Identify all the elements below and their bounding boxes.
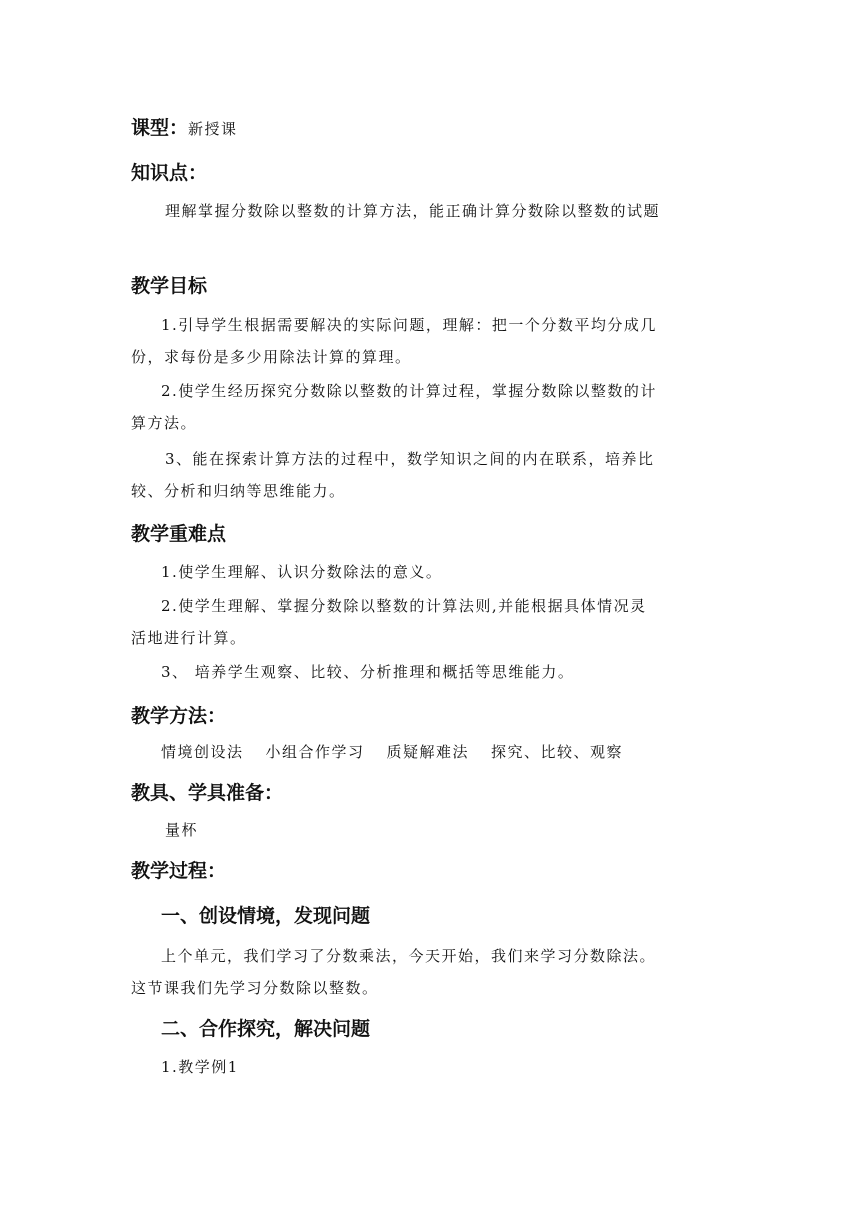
key-point-item-1: 1.使学生理解、认识分数除法的意义。 — [161, 563, 443, 581]
key-point-item-3: 3、 培养学生观察、比较、分析推理和概括等思维能力。 — [161, 663, 575, 681]
lesson-type-line — [131, 116, 661, 141]
knowledge-heading: 知识点： — [131, 162, 208, 184]
objective-item-1: 1.引导学生根据需要解决的实际问题，理解：把一个分数平均分成几份，求每份是多少用除法计算的算理。 — [131, 316, 657, 366]
methods-heading: 教学方法： — [131, 705, 227, 727]
methods-list — [131, 736, 661, 768]
process-section1-title: 一、创设情境，发现问题 — [161, 905, 371, 927]
process-section1-text: 上个单元，我们学习了分数乘法，今天开始，我们来学习分数除法。这节课我们先学习分数除以整数。 — [131, 947, 657, 997]
method-item: 情境创设法 — [161, 743, 244, 761]
method-item: 小组合作学习 — [265, 743, 365, 761]
lesson-type-label: 课型： — [131, 117, 189, 139]
process-heading: 教学过程： — [131, 860, 227, 882]
process-section2-title: 二、合作探究，解决问题 — [161, 1018, 371, 1040]
process-section2-text: 1.教学例1 — [161, 1058, 239, 1076]
method-item: 质疑解难法 — [386, 743, 470, 761]
key-point-item-2: 2.使学生理解、掌握分数除以整数的计算法则,并能根据具体情况灵活地进行计算。 — [131, 597, 647, 647]
key-points-heading: 教学重难点 — [131, 523, 227, 545]
tools-text: 量杯 — [165, 821, 199, 839]
objective-item-3: 3、能在探索计算方法的过程中，数学知识之间的内在联系，培养比较、分析和归纳等思维能力。 — [131, 450, 655, 500]
lesson-type-value: 新授课 — [188, 120, 238, 138]
knowledge-text: 理解掌握分数除以整数的计算方法，能正确计算分数除以整数的试题 — [165, 202, 661, 220]
objective-item-2: 2.使学生经历探究分数除以整数的计算过程，掌握分数除以整数的计算方法。 — [131, 382, 657, 432]
tools-heading: 教具、学具准备： — [131, 782, 284, 804]
method-item: 探究、比较、观察 — [491, 743, 624, 761]
objectives-heading: 教学目标 — [131, 275, 208, 297]
